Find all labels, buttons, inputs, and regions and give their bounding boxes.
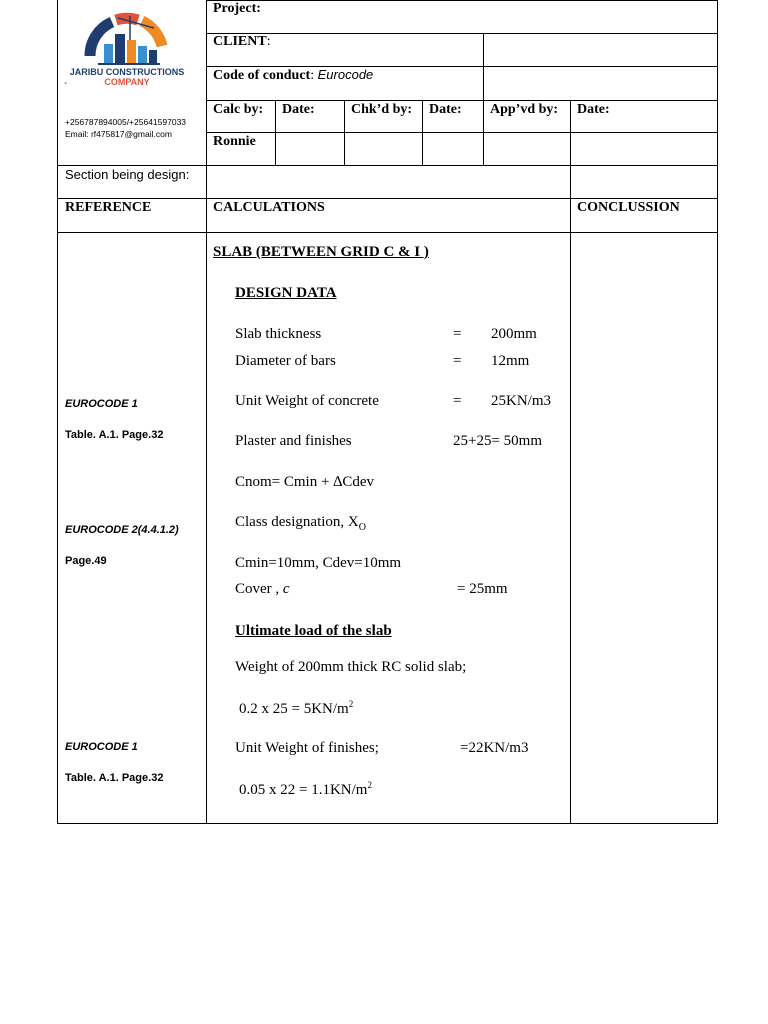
- ref-3-detail: Table. A.1. Page.32: [65, 772, 164, 784]
- finishes-sup: 2: [367, 780, 372, 790]
- calc-by-value: Ronnie: [213, 134, 256, 149]
- client-label: [213, 34, 271, 50]
- bar-diameter-eq: =: [453, 353, 462, 369]
- weight-slab-calc-text: 0.2 x 25 = 5KN/m: [239, 701, 349, 717]
- cover-label: [235, 581, 290, 598]
- class-designation-sub: O: [358, 522, 366, 533]
- date-label-3: Date:: [577, 102, 610, 117]
- date-label-1: Date:: [282, 102, 315, 117]
- weight-slab-calc: [239, 699, 353, 718]
- cover-symbol: c: [282, 581, 290, 597]
- slab-thickness-eq: =: [453, 326, 462, 342]
- unit-weight-value: 25KN/m3: [491, 393, 551, 409]
- finishes-calc: [239, 780, 372, 799]
- company-name: [68, 67, 186, 87]
- unit-finishes-label: Unit Weight of finishes;: [235, 740, 379, 756]
- code-label: Code of conduct: [213, 68, 311, 83]
- ultimate-load-heading: Ultimate load of the slab: [235, 623, 392, 639]
- section-label: Section being design:: [65, 167, 190, 182]
- ref-2-title: EUROCODE 2(4.4.1.2): [65, 524, 179, 536]
- client-colon: :: [266, 34, 271, 49]
- company-logo: [68, 6, 186, 90]
- date-label-2: Date:: [429, 102, 462, 117]
- design-data-heading: DESIGN DATA: [235, 285, 337, 301]
- weight-slab-sup: 2: [348, 699, 354, 709]
- col-reference: REFERENCE: [65, 200, 152, 215]
- cnom-formula: Cnom= Cmin + ∆Cdev: [235, 474, 375, 490]
- bar-diameter-label: Diameter of bars: [235, 353, 336, 369]
- cmin-cdev: Cmin=10mm, Cdev=10mm: [235, 555, 402, 571]
- weight-slab-text: Weight of 200mm thick RC solid slab;: [235, 659, 467, 675]
- slab-heading: SLAB (BETWEEN GRID C & I ): [213, 244, 429, 260]
- company-email: Email: rf475817@gmail.com: [65, 129, 172, 139]
- chkd-by-label: Chk’d by:: [351, 102, 413, 117]
- plaster-label: Plaster and finishes: [235, 433, 352, 449]
- ref-1-title: EUROCODE 1: [65, 398, 138, 410]
- appvd-by-label: App’vd by:: [490, 102, 559, 117]
- company-phones: +256787894005/+25641597033: [65, 117, 187, 127]
- class-designation: [235, 514, 366, 533]
- unit-finishes-value: =22KN/m3: [460, 740, 529, 756]
- unit-weight-label: Unit Weight of concrete: [235, 393, 379, 409]
- slab-thickness-value: 200mm: [491, 326, 537, 342]
- plaster-value: 25+25= 50mm: [453, 433, 543, 449]
- code-value: Eurocode: [317, 67, 374, 82]
- backtick-mark: `: [64, 82, 68, 93]
- slab-thickness-label: Slab thickness: [235, 326, 322, 342]
- cover-value: = 25mm: [457, 581, 508, 597]
- ref-1-detail: Table. A.1. Page.32: [65, 429, 164, 441]
- cover-label-text: Cover ,: [235, 581, 283, 597]
- bar-diameter-value: 12mm: [491, 353, 530, 369]
- ref-2-detail: Page.49: [65, 555, 107, 567]
- class-designation-text: Class designation, X: [235, 514, 359, 530]
- col-conclusion: CONCLUSSION: [577, 200, 680, 215]
- company-name-line2: COMPANY: [104, 77, 150, 87]
- col-calculations: CALCULATIONS: [213, 200, 325, 215]
- code-of-conduct: [213, 67, 373, 84]
- client-label-text: CLIENT: [213, 34, 267, 49]
- code-colon: :: [310, 68, 318, 83]
- project-label: Project:: [213, 1, 261, 16]
- ref-3-title: EUROCODE 1: [65, 741, 138, 753]
- calc-by-label: Calc by:: [213, 102, 264, 117]
- company-name-line1: JARIBU CONSTRUCTIONS: [69, 67, 185, 77]
- finishes-calc-text: 0.05 x 22 = 1.1KN/m: [239, 782, 368, 798]
- unit-weight-eq: =: [453, 393, 462, 409]
